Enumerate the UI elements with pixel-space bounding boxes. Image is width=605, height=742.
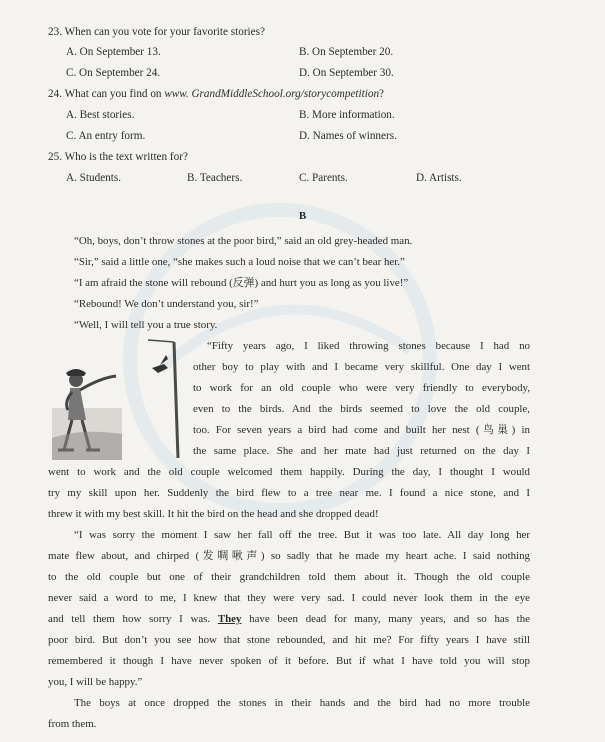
story-line: threw it with my best skill. It hit the bird on the head and she dropped dead! — [48, 508, 379, 520]
underlined-word-they: They — [217, 613, 242, 625]
story-line: went to work and the old couple welcomed them happily. During the day, I thought I would — [48, 466, 530, 478]
competition-url: www. GrandMiddleSchool.org/storycompetition — [164, 88, 380, 100]
story-line: to work for an old couple who were very friendly to everybody, — [193, 382, 530, 394]
question-25-option-c[interactable]: C. Parents. — [299, 172, 348, 184]
question-25-option-d[interactable]: D. Artists. — [416, 172, 462, 184]
story-line: even to the birds. And the birds seemed to love the old couple, — [193, 403, 530, 415]
story-line: try my skill upon her. Suddenly the bird flew to a tree near me. I found a nice stone, and I — [48, 487, 530, 499]
story-line: too. For seven years a bird had come and built her nest (鸟巢) in — [193, 424, 530, 436]
story-line: to the old couple but one of their grandchildren told them about it. Though the old couple — [48, 571, 530, 583]
question-23-option-c[interactable]: C. On September 24. — [66, 67, 161, 79]
dialogue-line: “Sir,” said a little one, “she makes such a loud noise that we can’t bear her.” — [74, 256, 405, 268]
question-24-stem-suffix: ? — [379, 88, 385, 100]
story-line: other boy to play with and I became very skillful. One day I went — [193, 361, 530, 373]
question-25-option-b[interactable]: B. Teachers. — [187, 172, 243, 184]
question-23-option-d[interactable]: D. On September 30. — [299, 67, 394, 79]
boy-throwing-stone-illustration — [52, 338, 192, 460]
story-line: “I was sorry the moment I saw her fall off the tree. But it was too late. All day long her — [74, 529, 530, 541]
story-line: from them. — [48, 718, 97, 730]
story-text: have been dead for many, many years, and so has the — [241, 613, 530, 625]
story-line-underlined — [48, 612, 530, 626]
question-25-stem: 25. Who is the text written for? — [48, 151, 188, 163]
question-24-stem — [48, 87, 384, 101]
question-23-option-b[interactable]: B. On September 20. — [299, 46, 394, 58]
question-23-stem: 23. When can you vote for your favorite stories? — [48, 26, 265, 38]
dialogue-line: “I am afraid the stone will rebound (反弹) and hurt you as long as you live!” — [74, 277, 409, 289]
story-line: The boys at once dropped the stones in their hands and the bird had no more trouble — [74, 697, 530, 709]
story-line: “Fifty years ago, I liked throwing stones because I had no — [207, 340, 530, 352]
bird-icon — [152, 364, 168, 373]
story-line: poor bird. But don’t you see how that stone rebounded, and hit me? For fifty years I have still — [48, 634, 530, 646]
dialogue-line: “Rebound! We don’t understand you, sir!” — [74, 298, 259, 310]
story-line: never said a word to me, I knew that they were very sad. I could never look them in the eye — [48, 592, 530, 604]
story-line: remembered it though I have never spoken of it before. But if what I have told you will stop — [48, 655, 530, 667]
question-24-stem-text: 24. What can you find on — [48, 88, 165, 100]
question-24-option-d[interactable]: D. Names of winners. — [299, 130, 397, 142]
story-text: and tell them how sorry I was. — [48, 613, 218, 625]
section-label: B — [298, 210, 307, 222]
dialogue-line: “Well, I will tell you a true story. — [74, 319, 218, 331]
question-23-option-a[interactable]: A. On September 13. — [66, 46, 161, 58]
question-25-option-a[interactable]: A. Students. — [66, 172, 122, 184]
question-24-option-c[interactable]: C. An entry form. — [66, 130, 146, 142]
story-line: the same place. She and her mate had just returned on the day I — [193, 445, 530, 457]
dialogue-line: “Oh, boys, don’t throw stones at the poor bird,” said an old grey-headed man. — [74, 235, 413, 247]
story-line: you, I will be happy.” — [48, 676, 143, 688]
question-24-option-a[interactable]: A. Best stories. — [66, 109, 135, 121]
question-24-option-b[interactable]: B. More information. — [299, 109, 395, 121]
story-line: mate flew about, and chirped (发啁啾声) so sadly that he made my heart ache. I said nothing — [48, 550, 530, 562]
